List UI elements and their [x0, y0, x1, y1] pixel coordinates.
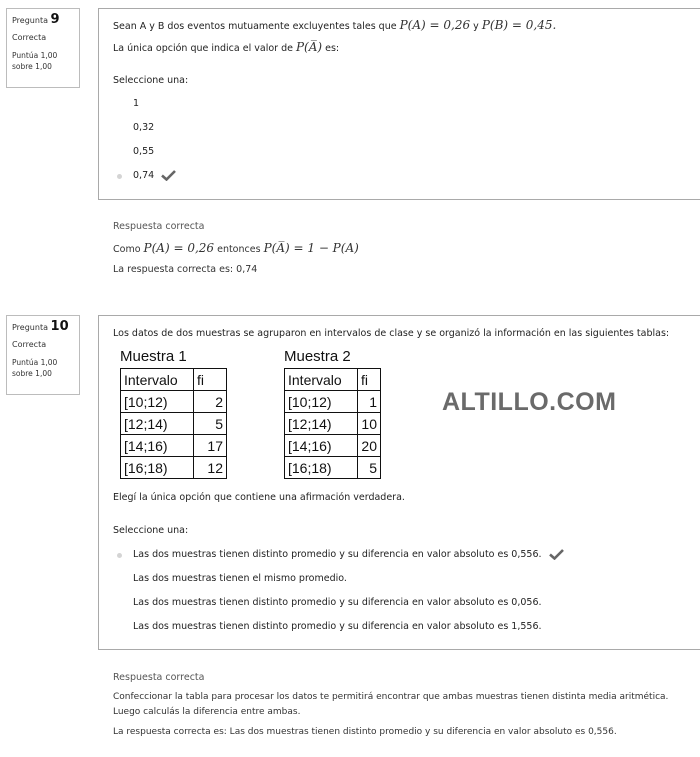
q10-option-selected[interactable]: Las dos muestras tienen distinto promedio y su diferencia en valor absoluto es 0,556. — [113, 543, 690, 567]
q9-radio[interactable] — [117, 150, 122, 155]
q10-question-text: Los datos de dos muestras se agruparon en intervalos de clase y se organizó la información en las siguientes tablas: — [113, 328, 670, 339]
table-row: [16;18) 12 — [121, 457, 227, 479]
q10-number: Pregunta 10 — [12, 319, 69, 334]
q10-feedback-line1: Confeccionar la tabla para procesar los datos te permitirá encontrar que ambas muestras tienen distinta media aritmética. — [113, 692, 669, 702]
q10-radio[interactable] — [117, 625, 122, 630]
q10-info-box — [6, 315, 80, 395]
q10-instruction: Elegí la única opción que contiene una afirmación verdadera. — [113, 492, 405, 503]
q9-option[interactable]: 1 — [113, 92, 686, 116]
table-header-row: Intervalo fi — [285, 369, 381, 391]
q10-radio-selected[interactable] — [117, 553, 122, 558]
q10-radio[interactable] — [117, 577, 122, 582]
q10-feedback-title: Respuesta correcta — [113, 672, 205, 683]
q9-option[interactable]: 0,32 — [113, 116, 686, 140]
table2-caption: Muestra 2 — [284, 348, 351, 365]
table-row: [12;14) 5 — [121, 413, 227, 435]
q10-options — [113, 543, 690, 639]
q10-radio[interactable] — [117, 601, 122, 606]
table-row: [16;18) 5 — [285, 457, 381, 479]
q10-option[interactable]: Las dos muestras tienen distinto promedio y su diferencia en valor absoluto es 1,556. — [113, 615, 690, 639]
q9-number: Pregunta 9 — [12, 12, 60, 27]
table-row: [10;12) 2 — [121, 391, 227, 413]
q9-feedback-title: Respuesta correcta — [113, 221, 205, 232]
q9-options — [113, 92, 686, 188]
q9-option[interactable]: 0,55 — [113, 140, 686, 164]
q10-state: Correcta — [12, 340, 47, 349]
q9-question-text-2: La única opción que indica el valor de P(A̅) es: — [113, 40, 340, 54]
q10-prompt: Seleccione una: — [113, 525, 189, 536]
q9-content — [98, 8, 700, 200]
table-row: [14;16) 20 — [285, 435, 381, 457]
q9-radio-selected[interactable] — [117, 174, 122, 179]
q10-feedback — [113, 672, 696, 737]
table-muestra-2 — [284, 348, 381, 479]
table1-caption: Muestra 1 — [120, 348, 187, 365]
q9-grade: Puntúa 1,00 sobre 1,00 — [12, 51, 58, 71]
q9-feedback-answer: La respuesta correcta es: 0,74 — [113, 264, 258, 275]
table-header-row: Intervalo fi — [121, 369, 227, 391]
altillo-watermark: ALTILLO.COM — [442, 388, 617, 416]
check-icon — [161, 170, 176, 181]
q9-info-box — [6, 8, 80, 88]
q10-content — [98, 315, 700, 650]
q9-option-selected[interactable]: 0,74 — [113, 164, 686, 188]
check-icon — [549, 549, 564, 560]
q10-option[interactable]: Las dos muestras tienen distinto promedio y su diferencia en valor absoluto es 0,056. — [113, 591, 690, 615]
table-row: [10;12) 1 — [285, 391, 381, 413]
q9-state: Correcta — [12, 33, 47, 42]
table-row: [12;14) 10 — [285, 413, 381, 435]
table-row: [14;16) 17 — [121, 435, 227, 457]
q9-feedback — [113, 221, 359, 275]
q10-feedback-line2: Luego calculás la diferencia entre ambas. — [113, 707, 301, 717]
q9-prompt: Seleccione una: — [113, 75, 189, 86]
q10-feedback-answer: La respuesta correcta es: Las dos muestras tienen distinto promedio y su diferencia en valor absoluto es 0,556. — [113, 727, 617, 737]
q9-radio[interactable] — [117, 126, 122, 131]
q10-grade: Puntúa 1,00 sobre 1,00 — [12, 358, 58, 378]
q10-option[interactable]: Las dos muestras tienen el mismo promedio. — [113, 567, 690, 591]
q9-question-text: Sean A y B dos eventos mutuamente excluyentes tales que P(A) = 0,26 y P(B) = 0,45. — [113, 18, 557, 32]
q9-radio[interactable] — [117, 102, 122, 107]
table-muestra-1 — [120, 348, 227, 479]
q9-feedback-explanation: Como P(A) = 0,26 entonces P(A̅) = 1 − P(A) — [113, 241, 359, 255]
